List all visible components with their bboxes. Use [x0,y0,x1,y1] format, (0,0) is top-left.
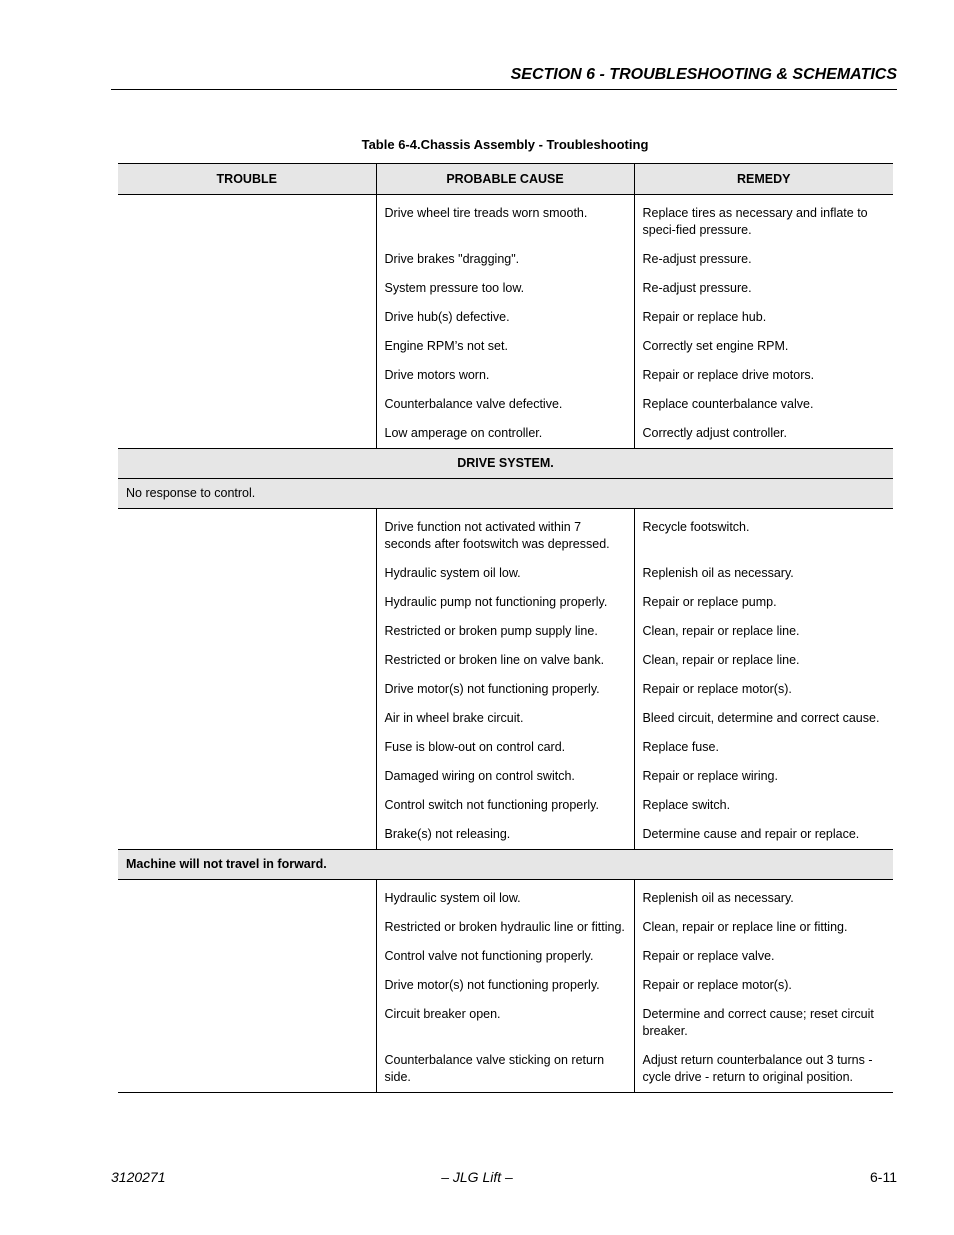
remedy-cell: Determine and correct cause; reset circuit breaker. [634,1002,893,1048]
remedy-cell: Repair or replace drive motors. [634,363,893,392]
cause-cell: Restricted or broken pump supply line. [376,619,634,648]
trouble-no-forward: Machine will not travel in forward. [118,850,893,880]
cause-cell: Control switch not functioning properly. [376,793,634,822]
table-caption: Table 6-4.Chassis Assembly - Troubleshooting [361,137,649,152]
trouble-cell [118,735,376,764]
cause-cell: Brake(s) not releasing. [376,822,634,850]
remedy-cell: Replace tires as necessary and inflate to speci-fied pressure. [634,201,893,247]
remedy-cell: Bleed circuit, determine and correct cause. [634,706,893,735]
trouble-cell [118,915,376,944]
publisher: – JLG Lift – [441,1169,513,1185]
cause-cell: Hydraulic system oil low. [376,561,634,590]
trouble-cell [118,1048,376,1093]
table-row [118,515,893,561]
table-group-row [118,850,893,880]
cause-cell: Counterbalance valve defective. [376,392,634,421]
table-row [118,793,893,822]
trouble-cell [118,1002,376,1048]
table-block-1 [118,195,893,449]
trouble-cell [118,648,376,677]
table-group-row [118,449,893,479]
cause-cell: Hydraulic pump not functioning properly. [376,590,634,619]
cause-cell: Drive motor(s) not functioning properly. [376,677,634,706]
trouble-cell [118,515,376,561]
cause-cell: Air in wheel brake circuit. [376,706,634,735]
table-row [118,392,893,421]
remedy-cell: Adjust return counterbalance out 3 turns - cycle drive - return to original position. [634,1048,893,1093]
table-row [118,334,893,363]
table-header-row [118,164,893,195]
remedy-cell: Recycle footswitch. [634,515,893,561]
table-row [118,201,893,247]
trouble-cell [118,706,376,735]
doc-number: 3120271 [111,1169,166,1185]
cause-cell: Hydraulic system oil low. [376,886,634,915]
remedy-cell: Clean, repair or replace line or fitting. [634,915,893,944]
remedy-cell: Determine cause and repair or replace. [634,822,893,850]
remedy-cell: Correctly adjust controller. [634,421,893,449]
column-header-trouble: TROUBLE [118,164,376,195]
trouble-cell [118,421,376,449]
trouble-no-response: No response to control. [118,479,893,509]
section-title: SECTION 6 - TROUBLESHOOTING & SCHEMATICS [510,66,897,83]
remedy-cell: Clean, repair or replace line. [634,648,893,677]
trouble-cell [118,590,376,619]
remedy-cell: Replace switch. [634,793,893,822]
remedy-cell: Re-adjust pressure. [634,247,893,276]
table-row [118,706,893,735]
cause-cell: Restricted or broken hydraulic line or fitting. [376,915,634,944]
table-block-2 [118,509,893,850]
table-row [118,886,893,915]
trouble-cell [118,944,376,973]
remedy-cell: Replenish oil as necessary. [634,561,893,590]
table-row [118,735,893,764]
remedy-cell: Re-adjust pressure. [634,276,893,305]
remedy-cell: Clean, repair or replace line. [634,619,893,648]
trouble-cell [118,764,376,793]
cause-cell: Circuit breaker open. [376,1002,634,1048]
cause-cell: Drive brakes "dragging". [376,247,634,276]
remedy-cell: Replace fuse. [634,735,893,764]
cause-cell: Drive wheel tire treads worn smooth. [376,201,634,247]
table-row [118,677,893,706]
cause-cell: Counterbalance valve sticking on return side. [376,1048,634,1093]
table-row [118,973,893,1002]
cause-cell: Fuse is blow-out on control card. [376,735,634,764]
trouble-cell [118,973,376,1002]
remedy-cell: Repair or replace pump. [634,590,893,619]
page-number: 6-11 [870,1169,897,1185]
trouble-cell [118,886,376,915]
trouble-cell [118,363,376,392]
cause-cell: Control valve not functioning properly. [376,944,634,973]
cause-cell: System pressure too low. [376,276,634,305]
trouble-cell [118,247,376,276]
column-header-remedy: REMEDY [634,164,893,195]
table-row [118,944,893,973]
trouble-cell [118,793,376,822]
table-row [118,764,893,793]
trouble-cell [118,305,376,334]
cause-cell: Engine RPM’s not set. [376,334,634,363]
trouble-cell [118,201,376,247]
remedy-cell: Repair or replace motor(s). [634,973,893,1002]
remedy-cell: Repair or replace hub. [634,305,893,334]
troubleshooting-table [118,163,893,1093]
table-row [118,421,893,449]
table-row [118,247,893,276]
trouble-cell [118,392,376,421]
remedy-cell: Replenish oil as necessary. [634,886,893,915]
cause-cell: Low amperage on controller. [376,421,634,449]
cause-cell: Drive function not activated within 7 seconds after footswitch was depressed. [376,515,634,561]
header-rule [111,89,897,90]
column-header-cause: PROBABLE CAUSE [376,164,634,195]
trouble-cell [118,334,376,363]
trouble-cell [118,619,376,648]
table-group-row [118,479,893,509]
table-row [118,1002,893,1048]
table-row [118,1048,893,1093]
table-row [118,619,893,648]
table-block-3 [118,880,893,1093]
table-row [118,648,893,677]
remedy-cell: Repair or replace valve. [634,944,893,973]
table-row [118,561,893,590]
table-row [118,590,893,619]
table-row [118,305,893,334]
table-row [118,915,893,944]
cause-cell: Drive motors worn. [376,363,634,392]
cause-cell: Drive motor(s) not functioning properly. [376,973,634,1002]
cause-cell: Restricted or broken line on valve bank. [376,648,634,677]
trouble-cell [118,561,376,590]
remedy-cell: Correctly set engine RPM. [634,334,893,363]
trouble-cell [118,276,376,305]
cause-cell: Drive hub(s) defective. [376,305,634,334]
remedy-cell: Repair or replace motor(s). [634,677,893,706]
remedy-cell: Replace counterbalance valve. [634,392,893,421]
table-row [118,363,893,392]
remedy-cell: Repair or replace wiring. [634,764,893,793]
section-drive-system: DRIVE SYSTEM. [118,449,893,479]
trouble-cell [118,822,376,850]
trouble-cell [118,677,376,706]
table-row [118,822,893,850]
cause-cell: Damaged wiring on control switch. [376,764,634,793]
table-row [118,276,893,305]
